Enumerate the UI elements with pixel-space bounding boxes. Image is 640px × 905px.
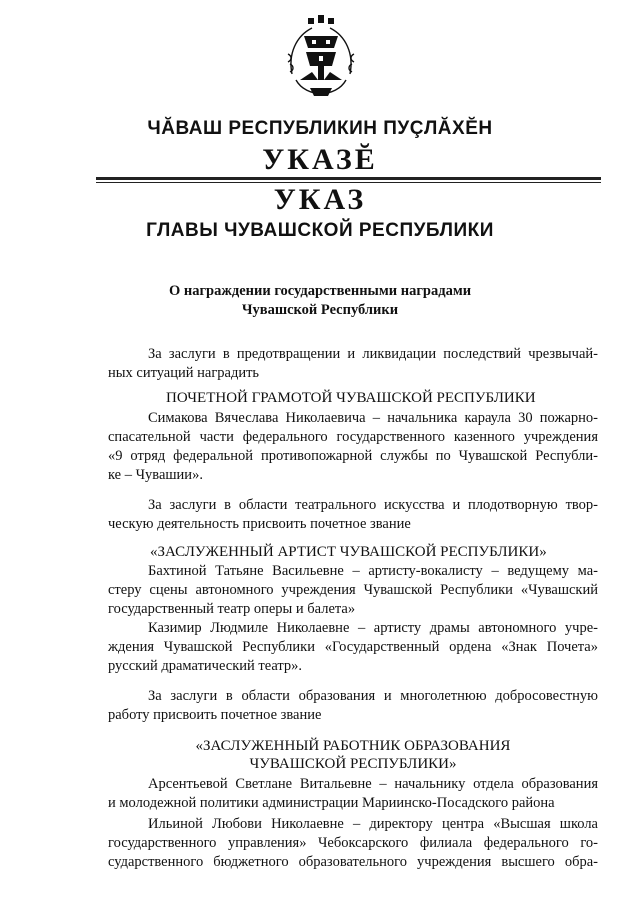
paragraph-line: Арсентьевой Светлане Витальевне – начальнику отдела образования [148, 776, 598, 792]
paragraph-line: За заслуги в области образования и многолетнюю добросовестную [148, 688, 598, 704]
paragraph-line: ждения Чувашской Республики «Государственный ордена «Знак Почета» [108, 639, 598, 655]
paragraph-line: «9 отряд федеральной противопожарной службы по Чувашской Республи- [108, 448, 598, 464]
paragraph-line: За заслуги в области театрального искусства и плодотворную твор- [148, 497, 598, 513]
header-divider-thick [96, 177, 601, 180]
paragraph-line: ческую деятельность присвоить почетное звание [108, 516, 411, 532]
paragraph-line: Ильиной Любови Николаевне – директору центра «Высшая школа [148, 816, 598, 832]
award-heading: ПОЧЕТНОЙ ГРАМОТОЙ ЧУВАШСКОЙ РЕСПУБЛИКИ [166, 390, 536, 406]
paragraph-line: работу присвоить почетное звание [108, 707, 322, 723]
award-heading: ЧУВАШСКОЙ РЕСПУБЛИКИ» [249, 756, 457, 772]
document-title-line-1: О награждении государственными наградами [168, 283, 472, 299]
paragraph-line: Симакова Вячеслава Николаевича – начальника караула 30 пожарно- [148, 410, 598, 426]
award-heading: «ЗАСЛУЖЕННЫЙ РАБОТНИК ОБРАЗОВАНИЯ [195, 738, 511, 754]
paragraph-line: ке – Чувашии». [108, 467, 203, 483]
chuvash-emblem-icon [282, 14, 360, 110]
paragraph-line: Бахтиной Татьяне Васильевне – артисту-вокалисту – ведущему ма- [148, 563, 598, 579]
paragraph-line: и молодежной политики администрации Мариинско-Посадского района [108, 795, 555, 811]
paragraph-line: государственный театр оперы и балета» [108, 601, 356, 617]
header-ukaze-chuvash: УКАЗĔ [262, 143, 378, 176]
paragraph-line: Казимир Людмиле Николаевне – артисту драмы автономного учре- [148, 620, 598, 636]
header-chuvash-line: ЧĂВАШ РЕСПУБЛИКИН ПУÇЛĂХĔН [147, 118, 493, 139]
paragraph-line: За заслуги в предотвращении и ликвидации последствий чрезвычай- [148, 346, 598, 362]
paragraph-line: сударственного бюджетного образовательного учреждения высшего обра- [108, 854, 598, 870]
header-head-of-republic: ГЛАВЫ ЧУВАШСКОЙ РЕСПУБЛИКИ [146, 220, 494, 241]
paragraph-line: спасательной части федерального государственного казенного учреждения [108, 429, 598, 445]
header-ukaz-russian: УКАЗ [273, 183, 367, 216]
paragraph-line: ных ситуаций наградить [108, 365, 260, 381]
paragraph-line: государственного управления» Чебоксарского филиала федерального го- [108, 835, 598, 851]
document-title-line-2: Чувашской Республики [241, 302, 399, 318]
paragraph-line: русский драматический театр». [108, 658, 303, 674]
paragraph-line: стеру сцены автономного учреждения Чувашской Республики «Чувашский [108, 582, 598, 598]
award-heading: «ЗАСЛУЖЕННЫЙ АРТИСТ ЧУВАШСКОЙ РЕСПУБЛИКИ» [150, 544, 547, 560]
